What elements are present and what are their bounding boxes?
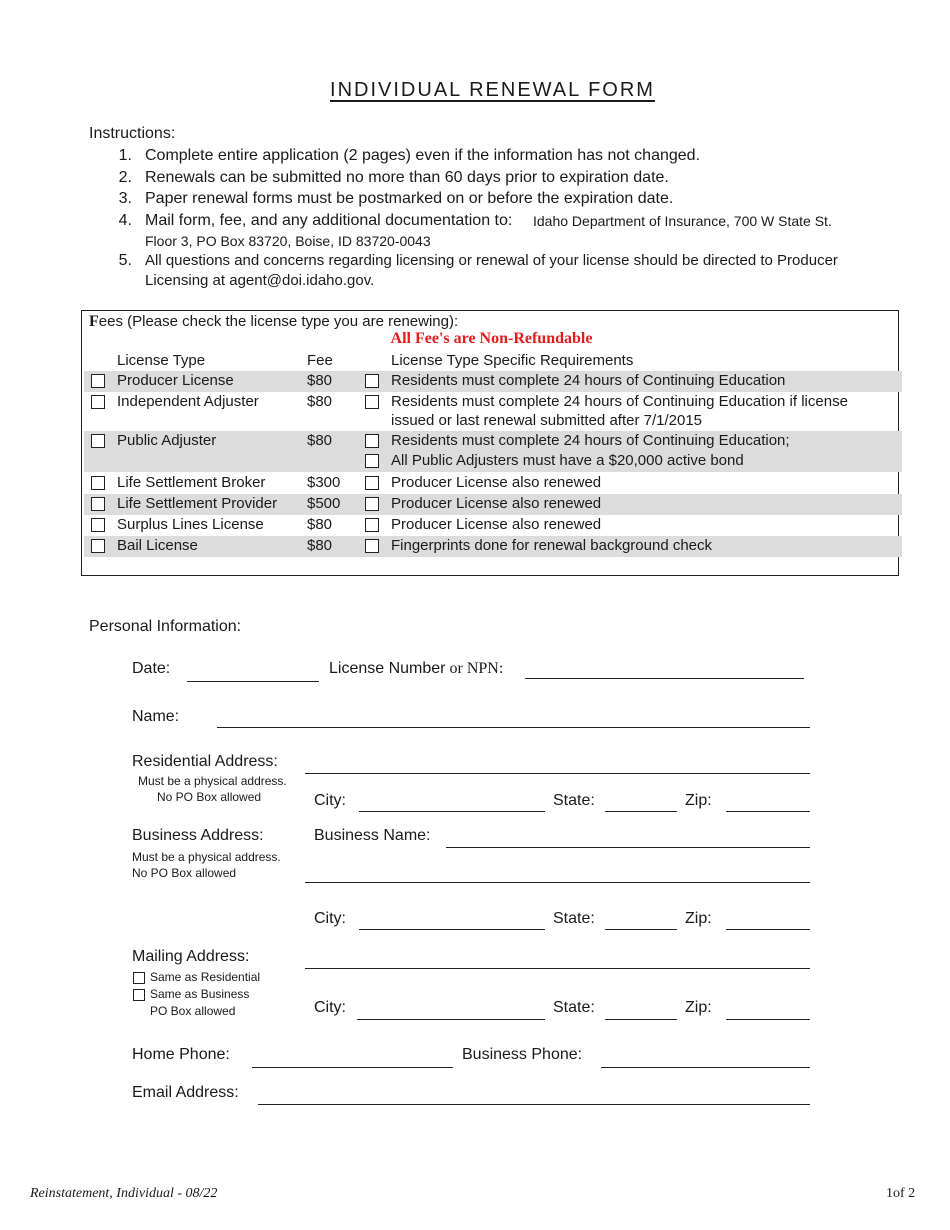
home-phone-field[interactable]: [252, 1067, 453, 1068]
city-label: City:: [314, 792, 346, 809]
license-fee: $500: [307, 495, 341, 512]
license-type: Public Adjuster: [117, 432, 217, 449]
same-as-business-label: Same as Business: [150, 987, 250, 1001]
residential-note-po-box: No PO Box allowed: [157, 790, 262, 804]
life-settlement-broker-requirement-checkbox[interactable]: [365, 476, 379, 490]
license-fee: $300: [307, 474, 341, 491]
form-id-footer: Reinstatement, Individual - 08/22: [30, 1186, 218, 1201]
residential-zip-field[interactable]: [726, 811, 810, 812]
independent-adjuster-checkbox[interactable]: [91, 395, 105, 409]
instruction-text-continued: Licensing at agent@doi.idaho.gov.: [145, 272, 375, 289]
email-address-label: Email Address:: [132, 1084, 239, 1101]
bail-license-checkbox[interactable]: [91, 539, 105, 553]
instruction-address-line2: Floor 3, PO Box 83720, Boise, ID 83720-0043: [145, 233, 431, 249]
independent-adjuster-requirement-checkbox[interactable]: [365, 395, 379, 409]
public-adjuster-checkbox[interactable]: [91, 434, 105, 448]
life-settlement-provider-requirement-checkbox[interactable]: [365, 497, 379, 511]
fees-heading: Fees (Please check the license type you are renewing):: [89, 313, 459, 330]
license-number-label: License Number or NPN:: [329, 660, 504, 677]
business-note: Must be a physical address.: [132, 850, 281, 864]
email-address-field[interactable]: [258, 1104, 810, 1105]
instruction-number: 5.: [118, 252, 132, 269]
life-settlement-provider-checkbox[interactable]: [91, 497, 105, 511]
personal-info-heading: Personal Information:: [89, 618, 242, 635]
business-phone-field[interactable]: [601, 1067, 810, 1068]
license-type: Life Settlement Provider: [117, 495, 278, 512]
residential-address-field[interactable]: [305, 773, 810, 774]
same-as-business-checkbox[interactable]: [133, 989, 145, 1001]
name-field[interactable]: [217, 727, 810, 728]
city-label: City:: [314, 999, 346, 1016]
license-requirement: Residents must complete 24 hours of Continuing Education;: [391, 432, 790, 449]
business-name-field[interactable]: [446, 847, 810, 848]
instruction-number: 3.: [118, 190, 132, 207]
mailing-city-field[interactable]: [357, 1019, 545, 1020]
instruction-number: 2.: [118, 169, 132, 186]
mailing-state-field[interactable]: [605, 1019, 677, 1020]
instructions-heading: Instructions:: [89, 125, 176, 142]
license-fee: $80: [307, 372, 333, 389]
non-refundable-notice: All Fee's are Non-Refundable: [390, 330, 593, 347]
date-label: Date:: [132, 660, 171, 677]
public-adjuster-bond-checkbox[interactable]: [365, 454, 379, 468]
license-type: Surplus Lines License: [117, 516, 264, 533]
bail-license-requirement-checkbox[interactable]: [365, 539, 379, 553]
home-phone-label: Home Phone:: [132, 1046, 230, 1063]
license-requirement: Residents must complete 24 hours of Continuing Education if license: [391, 393, 848, 410]
license-type: Life Settlement Broker: [117, 474, 266, 491]
state-label: State:: [553, 910, 595, 927]
page-number: 1of 2: [886, 1186, 916, 1201]
license-fee: $80: [307, 516, 333, 533]
state-label: State:: [553, 792, 595, 809]
license-type: Producer License: [117, 372, 234, 389]
license-requirement-bond: All Public Adjusters must have a $20,000 active bond: [391, 452, 744, 469]
license-requirement: Producer License also renewed: [391, 474, 602, 491]
mailing-address-label: Mailing Address:: [132, 948, 250, 965]
instruction-number: 1.: [118, 147, 132, 164]
requirements-header: License Type Specific Requirements: [391, 352, 634, 369]
instruction-text: Renewals can be submitted no more than 60 days prior to expiration date.: [145, 169, 669, 186]
same-as-residential-checkbox[interactable]: [133, 972, 145, 984]
mailing-zip-field[interactable]: [726, 1019, 810, 1020]
residential-note: Must be a physical address.: [138, 774, 287, 788]
residential-state-field[interactable]: [605, 811, 677, 812]
license-fee: $80: [307, 432, 333, 449]
license-number-field[interactable]: [525, 678, 804, 679]
license-type-header: License Type: [117, 352, 206, 369]
life-settlement-broker-checkbox[interactable]: [91, 476, 105, 490]
po-box-allowed-note: PO Box allowed: [150, 1004, 236, 1018]
instruction-text: Mail form, fee, and any additional documentation to:: [145, 212, 513, 229]
license-fee: $80: [307, 537, 333, 554]
producer-license-checkbox[interactable]: [91, 374, 105, 388]
business-zip-field[interactable]: [726, 929, 810, 930]
residential-address-label: Residential Address:: [132, 753, 278, 770]
instruction-text: Complete entire application (2 pages) even if the information has not changed.: [145, 147, 701, 164]
license-fee: $80: [307, 393, 333, 410]
business-state-field[interactable]: [605, 929, 677, 930]
surplus-lines-requirement-checkbox[interactable]: [365, 518, 379, 532]
state-label: State:: [553, 999, 595, 1016]
page-title: INDIVIDUAL RENEWAL FORM: [330, 79, 655, 101]
same-as-residential-label: Same as Residential: [150, 970, 261, 984]
license-type: Independent Adjuster: [117, 393, 259, 410]
instruction-number: 4.: [118, 212, 132, 229]
business-address-field[interactable]: [305, 882, 810, 883]
fee-header: Fee: [307, 352, 333, 369]
zip-label: Zip:: [685, 910, 712, 927]
public-adjuster-ce-checkbox[interactable]: [365, 434, 379, 448]
date-field[interactable]: [187, 681, 319, 682]
license-requirement-continued: issued or last renewal submitted after 7/1/2015: [391, 412, 703, 429]
license-requirement: Residents must complete 24 hours of Continuing Education: [391, 372, 786, 389]
business-address-label: Business Address:: [132, 827, 264, 844]
zip-label: Zip:: [685, 999, 712, 1016]
business-name-label: Business Name:: [314, 827, 431, 844]
business-note-po-box: No PO Box allowed: [132, 866, 237, 880]
surplus-lines-checkbox[interactable]: [91, 518, 105, 532]
instruction-address: Idaho Department of Insurance, 700 W State St.: [533, 213, 832, 229]
mailing-address-field[interactable]: [305, 968, 810, 969]
instruction-text: Paper renewal forms must be postmarked on or before the expiration date.: [145, 190, 674, 207]
license-requirement: Producer License also renewed: [391, 495, 602, 512]
city-label: City:: [314, 910, 346, 927]
zip-label: Zip:: [685, 792, 712, 809]
name-label: Name:: [132, 708, 180, 725]
producer-requirement-checkbox[interactable]: [365, 374, 379, 388]
business-phone-label: Business Phone:: [462, 1046, 583, 1063]
license-requirement: Producer License also renewed: [391, 516, 602, 533]
license-requirement: Fingerprints done for renewal background check: [391, 537, 713, 554]
instruction-text: All questions and concerns regarding licensing or renewal of your license should be directed to Producer: [145, 252, 838, 269]
business-city-field[interactable]: [359, 929, 545, 930]
license-type: Bail License: [117, 537, 198, 554]
residential-city-field[interactable]: [359, 811, 545, 812]
